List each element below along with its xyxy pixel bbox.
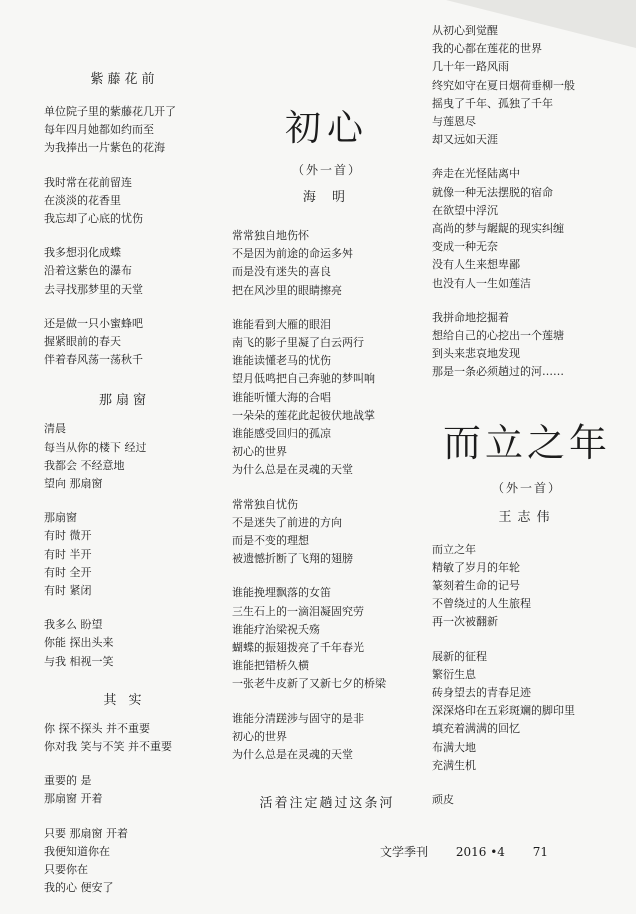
poem-line: 我的心都在莲花的世界 bbox=[432, 42, 542, 56]
poem-line: 还是做一只小蜜蜂吧 bbox=[44, 316, 143, 330]
poem-line: 有时 紧闭 bbox=[44, 584, 92, 598]
poem-line: 与我 相视一笑 bbox=[44, 654, 114, 668]
poem-line: 蝴蝶的振翅拨亮了千年春光 bbox=[232, 641, 364, 655]
poem-title-actually: 其 实 bbox=[103, 692, 146, 708]
poem-line: 常常独自地伤怀 bbox=[232, 229, 309, 242]
poem-line: 而是没有迷失的喜良 bbox=[232, 265, 331, 279]
stanza bbox=[44, 720, 209, 756]
poem-line: 三生石上的一滴泪凝固究劳 bbox=[232, 604, 364, 618]
poem-line: 初心的世界 bbox=[232, 445, 287, 459]
poem-line: 谁能分清蹉涉与固守的是非 bbox=[232, 711, 364, 725]
stanza bbox=[432, 541, 622, 632]
poem-line: 从初心到觉醒 bbox=[432, 24, 498, 37]
poem-line: 而立之年 bbox=[432, 542, 476, 556]
poem-line: 变成一种无奈 bbox=[432, 240, 498, 254]
poem-line: 填充着满满的回忆 bbox=[432, 722, 520, 736]
poem-closing-line: 活着注定趟过这条河 bbox=[259, 796, 395, 812]
stanza bbox=[44, 174, 209, 229]
stanza bbox=[232, 227, 422, 300]
poem-line: 想给自己的心挖出一个莲塘 bbox=[432, 329, 564, 343]
poem-line: 繁衍生息 bbox=[432, 667, 476, 681]
poem-title-original-heart: 初心 bbox=[284, 108, 369, 149]
poem-line: 深深烙印在五彩斑斓的脚印里 bbox=[432, 704, 575, 718]
stanza bbox=[44, 244, 209, 299]
poem-line: 在欲望中浮沉 bbox=[432, 203, 498, 217]
poem-line: 我便知道你在 bbox=[44, 844, 110, 858]
poem-line: 谁能把错桥久横 bbox=[232, 659, 309, 673]
poem-line: 南飞的影子里凝了白云两行 bbox=[232, 336, 364, 350]
poem-line: 伴着春风荡一荡秋千 bbox=[44, 353, 143, 367]
poem-line: 谁能疗治梁祝夭殇 bbox=[232, 622, 320, 636]
poem-line: 只要你在 bbox=[44, 863, 88, 877]
poem-line: 没有人生来想卑鄙 bbox=[432, 258, 520, 272]
poem-line: 望向 那扇窗 bbox=[44, 477, 103, 491]
poem-body-thirty bbox=[432, 541, 622, 775]
poem-line: 清晨 bbox=[44, 422, 66, 436]
poem-line: 重要的 是 bbox=[44, 774, 92, 788]
stanza bbox=[44, 103, 209, 158]
poem-next-title: 顽皮 bbox=[432, 793, 454, 807]
poem-line: 那是一条必须趟过的河…… bbox=[432, 365, 564, 379]
poem-author: 海 明 bbox=[302, 190, 352, 205]
middle-column bbox=[232, 100, 422, 811]
poem-line: 把在风沙里的眼睛擦亮 bbox=[232, 283, 342, 297]
poem-line: 与莲恩尽 bbox=[432, 115, 476, 129]
poem-line: 为什么总是在灵魂的天堂 bbox=[232, 748, 353, 762]
poem-title-wisteria: 紫藤花前 bbox=[90, 72, 159, 87]
poem-line: 却又远如天涯 bbox=[432, 133, 498, 147]
poem-line: 我时常在花前留连 bbox=[44, 175, 132, 189]
poem-title-window: 那扇窗 bbox=[98, 393, 150, 409]
poem-line: 布满大地 bbox=[432, 740, 476, 754]
stanza bbox=[232, 316, 422, 480]
poem-line: 有时 全开 bbox=[44, 565, 92, 579]
poem-line: 几十年一路风雨 bbox=[432, 60, 509, 74]
poem-line: 单位院子里的紫藤花几开了 bbox=[44, 105, 176, 118]
stanza bbox=[432, 22, 622, 149]
poem-line: 我拼命地挖掘着 bbox=[432, 310, 509, 324]
poem-line: 不曾绕过的人生旅程 bbox=[432, 597, 531, 611]
poem-line: 谁能看到大雁的眼泪 bbox=[232, 317, 331, 331]
poem-line: 奔走在光怪陆离中 bbox=[432, 167, 520, 181]
poem-line: 你能 探出头来 bbox=[44, 636, 114, 650]
poem-line: 一张老牛皮新了又新七夕的桥梁 bbox=[232, 677, 386, 691]
poem-line: 谁能感受回归的孤凉 bbox=[232, 427, 331, 441]
poem-line: 到头来悲哀地发现 bbox=[432, 347, 520, 361]
poem-line: 每当从你的楼下 经过 bbox=[44, 440, 147, 454]
poem-line: 我的心 便安了 bbox=[44, 881, 114, 895]
stanza bbox=[44, 825, 209, 898]
stanza bbox=[44, 616, 209, 671]
poem-line: 只要 那扇窗 开着 bbox=[44, 826, 128, 840]
stanza bbox=[232, 584, 422, 693]
poem-line: 精敏了岁月的年轮 bbox=[432, 560, 520, 574]
poem-line: 沿着这紫色的瀑布 bbox=[44, 264, 132, 278]
poem-line: 谁能读懂老马的忧伤 bbox=[232, 354, 331, 368]
poem-line: 那扇窗 bbox=[44, 511, 77, 525]
poem-title-thirty: 而立之年 bbox=[442, 420, 611, 465]
poem-line: 去寻找那梦里的天堂 bbox=[44, 282, 143, 296]
poem-line: 而是不变的理想 bbox=[232, 534, 309, 548]
poem-line: 就像一种无法摆脱的宿命 bbox=[432, 185, 553, 199]
poem-body-original-heart bbox=[232, 227, 422, 764]
poem-line: 一朵朵的莲花此起彼伏地战掌 bbox=[232, 408, 375, 422]
poem-line: 再一次被翻新 bbox=[432, 615, 498, 629]
poem-line: 为我捧出一片紫色的花海 bbox=[44, 141, 165, 155]
stanza bbox=[432, 648, 622, 775]
poem-body-original-heart-continued bbox=[432, 22, 622, 382]
poem-line: 我忘却了心底的忧伤 bbox=[44, 212, 143, 226]
poem-line: 不是因为前途的命运多舛 bbox=[232, 247, 353, 261]
poem-line: 你对我 笑与不笑 并不重要 bbox=[44, 740, 172, 754]
stanza bbox=[232, 710, 422, 765]
poem-line: 被遗憾折断了飞翔的翅膀 bbox=[232, 552, 353, 566]
poem-line: 摇曳了千年、孤独了千年 bbox=[432, 96, 553, 110]
poem-line: 我多想羽化成蝶 bbox=[44, 246, 121, 260]
poem-line: 为什么总是在灵魂的天堂 bbox=[232, 463, 353, 477]
poem-line: 充满生机 bbox=[432, 758, 476, 772]
poem-line: 常常独自忧伤 bbox=[232, 497, 298, 511]
poem-body-window bbox=[44, 420, 209, 670]
poem-line: 谁能挽埋飘落的女笛 bbox=[232, 586, 331, 600]
poem-line: 不是迷失了前进的方向 bbox=[232, 515, 342, 529]
page-footer bbox=[380, 843, 572, 860]
stanza bbox=[432, 309, 622, 382]
stanza bbox=[44, 315, 209, 370]
stanza bbox=[232, 496, 422, 569]
poem-line: 展新的征程 bbox=[432, 649, 487, 663]
poem-line: 初心的世界 bbox=[232, 729, 287, 743]
stanza bbox=[44, 772, 209, 808]
poem-body-actually bbox=[44, 720, 209, 898]
poem-line: 有时 微开 bbox=[44, 529, 92, 543]
poem-line: 望月低鸣把自己奔驰的梦叫响 bbox=[232, 372, 375, 386]
poem-line: 篆刻着生命的记号 bbox=[432, 579, 520, 593]
stanza bbox=[44, 509, 209, 600]
poem-line: 谁能听懂大海的合唱 bbox=[232, 390, 331, 404]
poem-line: 也没有人一生如莲洁 bbox=[432, 276, 531, 290]
issue-number: 2016 •4 bbox=[455, 845, 505, 859]
poem-line: 高尚的梦与龌龊的现实纠缠 bbox=[432, 222, 564, 236]
poem-line: 终究如守在夏日烟荷垂柳一般 bbox=[432, 78, 575, 92]
poem-line: 那扇窗 开着 bbox=[44, 792, 103, 806]
poem-line: 每年四月她都如约而至 bbox=[44, 123, 154, 137]
magazine-name: 文学季刊 bbox=[380, 845, 429, 859]
poem-line: 握紧眼前的春天 bbox=[44, 335, 121, 349]
poem-subtitle: （外一首） bbox=[491, 480, 562, 495]
poem-author: 王志伟 bbox=[498, 509, 556, 525]
left-column bbox=[44, 68, 209, 914]
poem-line: 在淡淡的花香里 bbox=[44, 193, 121, 207]
poem-subtitle: （外一首） bbox=[291, 163, 362, 177]
poem-line: 砖身望去的青春足迹 bbox=[432, 686, 531, 700]
poem-line: 我都会 不经意地 bbox=[44, 458, 125, 472]
stanza bbox=[44, 420, 209, 493]
poem-line: 我多么 盼望 bbox=[44, 618, 103, 632]
poem-line: 你 探不探头 并不重要 bbox=[44, 721, 150, 735]
page-number: 71 bbox=[532, 845, 549, 859]
poem-body-wisteria bbox=[44, 103, 209, 369]
right-column bbox=[432, 22, 622, 809]
stanza bbox=[432, 165, 622, 292]
poem-line: 有时 半开 bbox=[44, 547, 92, 561]
